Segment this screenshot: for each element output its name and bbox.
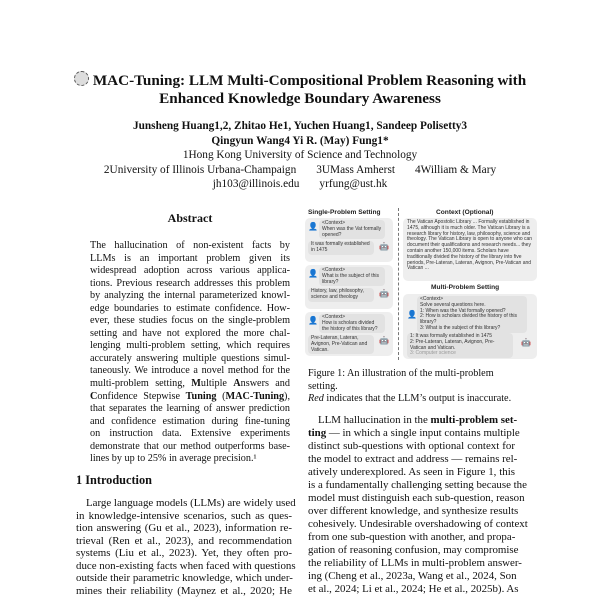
title-line-1: MAC-Tuning: LLM Multi-Compositional Problem Reasoning with (92, 72, 527, 89)
multi-question-line: Solve several questions here. (420, 301, 486, 308)
multi-answer-line: 2: Pre-Lateran, Lateran, Avignon, Pre-Vatican and Vatican. (410, 338, 495, 351)
text-line: accurately answering multiple questions simul- (90, 352, 290, 364)
text-line: setting and have not explored the more chal- (90, 327, 290, 339)
robot-icon: 🤖 (379, 289, 389, 298)
bold-text: Tuning (185, 390, 217, 402)
text-line: mines their reliability (Maynez et al., 2020; He (76, 584, 292, 597)
text-segment: nswers and (240, 378, 290, 390)
caption-text: Figure 1: An illustration of the multi-problem setting. (308, 368, 494, 392)
body-text (308, 414, 528, 596)
text-line: The hallucination of non-existent facts by (90, 240, 290, 251)
bold-text: multi-problem set- (430, 414, 518, 426)
user-icon: 👤 (407, 310, 417, 319)
text-line: Large language models (LLMs) are widely used (86, 497, 296, 509)
bold-text: C (90, 390, 98, 402)
figure-divider (398, 208, 399, 360)
user-icon: 👤 (308, 269, 318, 278)
single-problem-heading: Single-Problem Setting (308, 209, 381, 216)
text-segment: onfidence Stepwise (97, 390, 186, 402)
authors-line-2: Qingyun Wang4 Yi R. (May) Fung1* (211, 134, 389, 147)
multi-question-line: 3: What is the subject of this library? (420, 324, 501, 331)
figure-caption (308, 368, 515, 406)
text-line (90, 378, 290, 391)
multi-problem-heading: Multi-Problem Setting (431, 284, 500, 291)
text-line (308, 414, 518, 427)
email-2: yrfung@ust.hk (319, 178, 388, 190)
abstract-heading: Abstract (167, 211, 213, 225)
text-line: tion answering (Gu et al., 2023), information re- (76, 522, 292, 535)
multi-question-line: 1: When was the Vat formally opened? (420, 307, 506, 314)
text-line: from one sub-question with another, and propa- (308, 531, 516, 543)
answer-bubble: Pre-Lateran, Lateran, Avignon, Pre-Vatican and Vatican. (308, 335, 374, 354)
paper-title (60, 71, 540, 108)
multi-answer-line: 3: Computer science (410, 350, 456, 357)
text-line: gation of reasoning confusion, may compromise (308, 544, 519, 556)
text-line: atively underexplored. As seen in Figure 1, this (308, 466, 515, 478)
text-line: is a fundamentally challenging setting because the (308, 479, 527, 491)
affiliation-4: 4William & Mary (414, 163, 497, 176)
text-line: tions. Previous research addresses this problem (90, 277, 290, 289)
text-line (90, 391, 290, 404)
user-icon: 👤 (308, 222, 318, 231)
text-line: demonstrate that our method outperforms base- (90, 440, 290, 452)
robot-icon: 🤖 (379, 242, 389, 251)
text-line: outside their parametric knowledge, which under- (76, 572, 293, 585)
text-line: ing (Cheng et al., 2023a, Wang et al., 2024, Son (308, 570, 517, 582)
text-segment: ), (284, 390, 290, 402)
text-segment: ( (216, 390, 226, 402)
text-segment: multi-problem setting, (90, 378, 192, 390)
multi-question-line: <Context> (420, 296, 444, 302)
question-bubble: <Context> How is scholars divided the history of this library? (319, 314, 385, 333)
text-line: the model to extract and address — remains rel- (308, 453, 518, 465)
caption-red: Red (308, 393, 324, 404)
authors-line-1: Junsheng Huang1,2, Zhitao He1, Yuchen Huang1, Sandeep Polisetty3 (132, 120, 468, 132)
text-line: lines by up to 25% in average precision.¹ (90, 453, 257, 465)
text-segment: — in which a single input contains multiple (326, 427, 520, 439)
emails (203, 178, 398, 190)
bold-text: A (233, 378, 241, 390)
answer-bubble: History, law, philosophy, science and theology (308, 288, 374, 302)
affiliation-3: 3UMass Amherst (316, 163, 395, 176)
text-line: taneously. We introduce a novel method for the (90, 365, 290, 377)
text-segment: LLM hallucination in the (318, 414, 431, 426)
user-icon: 👤 (308, 316, 318, 325)
title-line-2: Enhanced Knowledge Boundary Awareness (159, 90, 441, 107)
multi-question-bubble (417, 296, 527, 333)
text-line: systems (Liu et al., 2023). Yet, they often pro- (76, 547, 292, 560)
text-line: in knowledge-intensive scenarios, such as ques- (76, 509, 292, 522)
robot-icon: 🤖 (379, 336, 389, 345)
text-line: duce non-existing facts when faced with questions (76, 559, 296, 572)
text-line: that separates the learning of answer prediction (90, 403, 290, 415)
affiliation-1: 1Hong Kong University of Science and Technology (182, 149, 418, 161)
affiliations (94, 164, 506, 176)
context-heading: Context (Optional) (436, 209, 494, 216)
question-bubble: <Context> When was the Vat formally opened? (319, 220, 385, 239)
text-line (308, 427, 520, 440)
text-line: lenging multi-problem setting, which requires (90, 340, 290, 352)
intro-text (76, 497, 296, 597)
caption-text-2: indicates that the LLM’s output is inaccurate. (323, 393, 512, 404)
affiliation-2: 2University of Illinois Urbana-Champaign (103, 163, 297, 176)
bold-text: ting (308, 427, 327, 439)
text-line: ever, these studies focus on the single-problem (90, 315, 290, 327)
question-bubble: <Context> What is the subject of this library? (319, 267, 385, 286)
text-line: and confidence estimation during fine-tuning (90, 415, 290, 427)
text-line: over different knowledge, and synthesize results (308, 505, 519, 517)
bold-text: MAC-Tuning (225, 390, 285, 402)
answer-bubble: It was formally established in 1475 (308, 241, 374, 255)
text-line: model must distinguish each sub-question, reason (308, 492, 525, 504)
robot-icon: 🤖 (521, 338, 531, 347)
bold-text: M (191, 378, 201, 390)
context-box: The Vatican Apostolic Library ... Formally established in 1475, although it is much older. The Vatican Library is a research library for history, law, philosophy, science and theology. The Vatican Library is open to anyone who can document their qualifications and research needs... they contain another 150,000 items. Scholars have traditionally divided the history of the library into five periods, Pre-Lateran, Lateran, Avignon, Pre-Vatican and Vatican ... (403, 218, 537, 281)
email-1: jh103@illinois.edu (212, 178, 300, 190)
text-line: edge boundaries to estimate confidence. How- (90, 302, 290, 314)
author-block (60, 119, 540, 192)
figure-1 (303, 208, 539, 360)
text-line: on instruction data. Extensive experiments (90, 428, 290, 440)
text-line: the reliability of LLMs in multi-problem answer- (308, 557, 522, 569)
intro-heading: 1 Introduction (76, 473, 152, 487)
text-segment: ultiple (200, 378, 234, 390)
multi-answer-bubble (407, 333, 513, 358)
text-line: et al., 2024; Li et al., 2024; He et al., 2025b). As (308, 583, 519, 595)
text-line: by analyzing the internal parameterized knowl- (90, 290, 290, 302)
text-line: LLMs is an important problem given its (90, 252, 290, 264)
logo-icon (74, 71, 89, 86)
abstract-text (90, 240, 290, 466)
text-line: cohesively. Undesirable overshadowing of context (308, 518, 528, 530)
multi-answer-line: 1: It was formally established in 1475 (410, 333, 492, 339)
text-line: distinct sub-questions with optional context for (308, 440, 515, 452)
text-line: widespread adoption across various applica- (90, 265, 290, 277)
text-line: trieval (Ren et al., 2023), and recommendation (76, 534, 292, 547)
multi-question-line: 2: How is scholars divided the history of this library? (420, 313, 517, 326)
